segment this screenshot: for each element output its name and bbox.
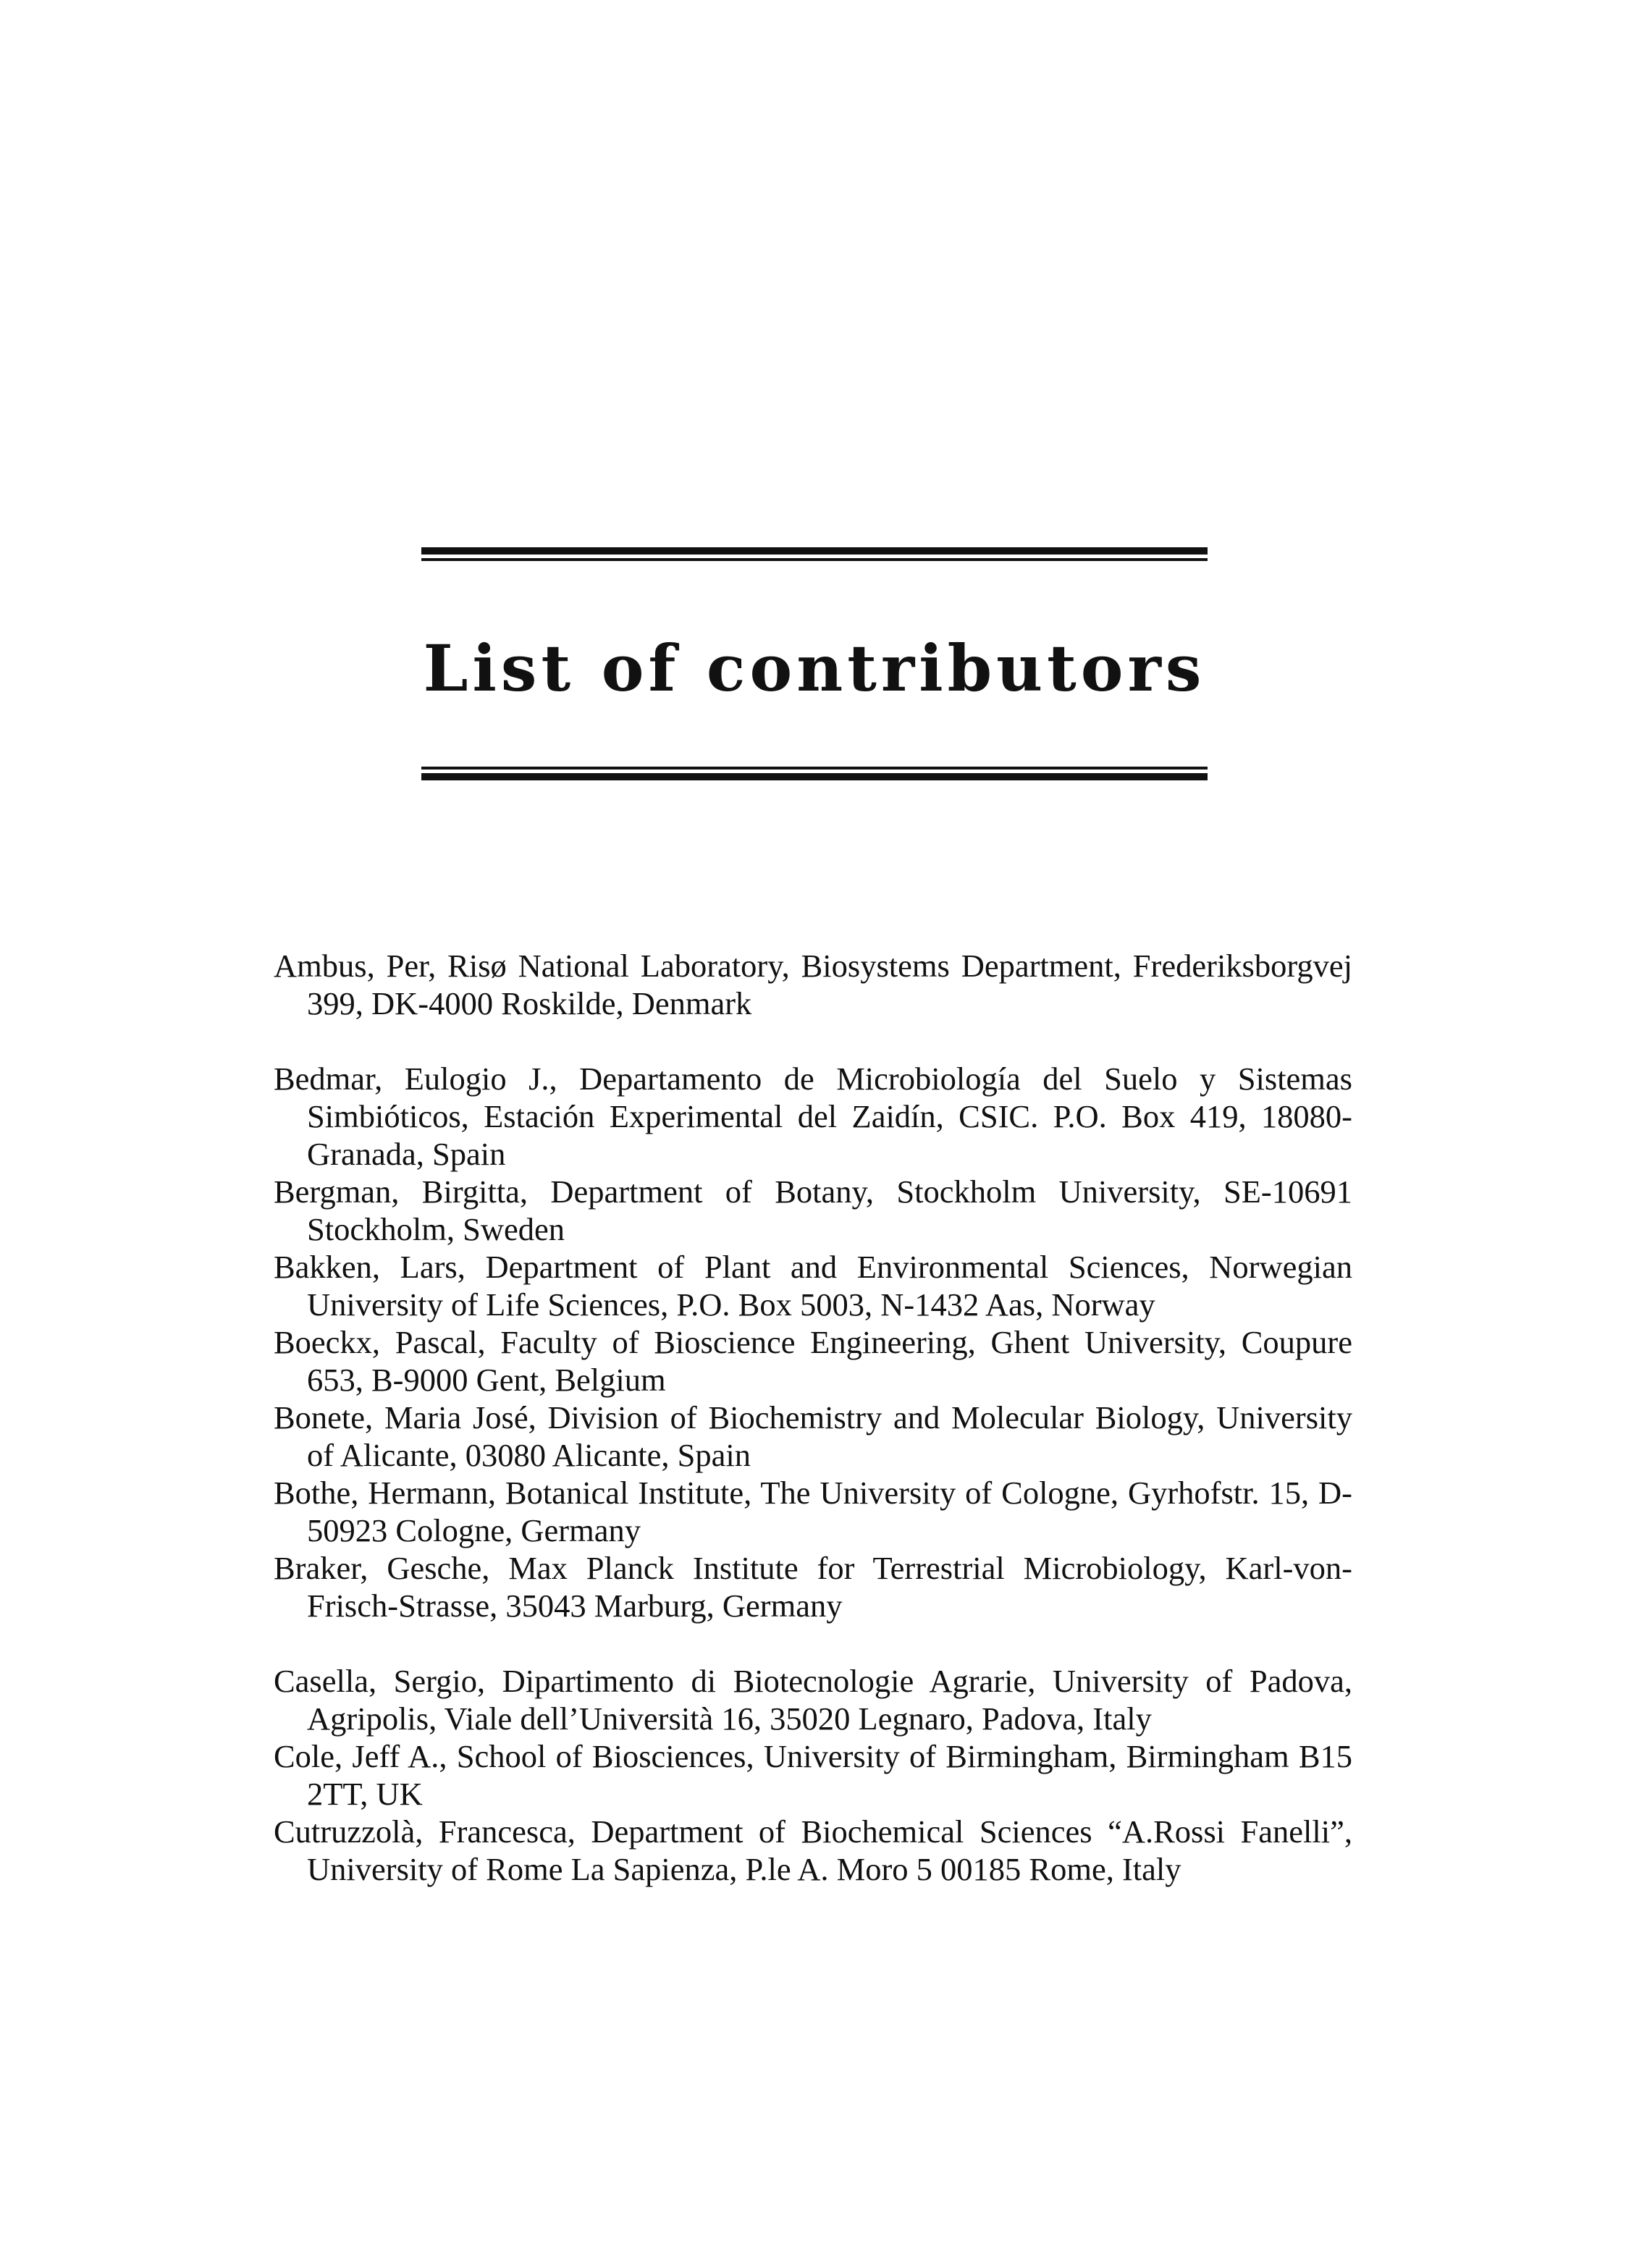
contributor-group-a xyxy=(274,947,1352,1022)
contributor-entry: Bonete, Maria José, Division of Biochemistry and Molecular Biology, University of Alicante, 03080 Alicante, Spain xyxy=(274,1399,1352,1473)
page-title: List of contributors xyxy=(423,631,1206,706)
contributor-entry: Bedmar, Eulogio J., Departamento de Microbiología del Suelo y Sistemas Simbióticos, Estación Experimental del Zaidín, CSIC. P.O. Box 419, 18080-Granada, Spain xyxy=(274,1061,1352,1172)
contributor-entry: Bergman, Birgitta, Department of Botany, Stockholm University, SE-10691 Stockholm, Sweden xyxy=(274,1173,1352,1247)
contributor-entry: Bothe, Hermann, Botanical Institute, The University of Cologne, Gyrhofstr. 15, D-50923 Cologne, Germany xyxy=(274,1475,1352,1548)
bottom-double-rule xyxy=(421,767,1208,780)
contributor-entry: Braker, Gesche, Max Planck Institute for Terrestrial Microbiology, Karl-von-Frisch-Strasse, 35043 Marburg, Germany xyxy=(274,1550,1352,1624)
contributor-entry: Cole, Jeff A., School of Biosciences, University of Birmingham, Birmingham B15 2TT, UK xyxy=(274,1738,1352,1812)
contributor-entry: Ambus, Per, Risø National Laboratory, Biosystems Department, Frederiksborgvej 399, DK-4000 Roskilde, Denmark xyxy=(274,948,1352,1021)
title-block xyxy=(421,547,1208,780)
top-double-rule xyxy=(421,547,1208,561)
contributor-entry: Boeckx, Pascal, Faculty of Bioscience Engineering, Ghent University, Coupure 653, B-9000 Gent, Belgium xyxy=(274,1324,1352,1398)
contributor-entry: Casella, Sergio, Dipartimento di Biotecnologie Agrarie, University of Padova, Agripolis, Viale dell’Università 16, 35020 Legnaro, Padova, Italy xyxy=(274,1663,1352,1737)
contributor-group-c xyxy=(274,1662,1352,1888)
contributor-list xyxy=(274,947,1352,1888)
contributor-group-b xyxy=(274,1060,1352,1624)
contributor-entry: Bakken, Lars, Department of Plant and Environmental Sciences, Norwegian University of Life Sciences, P.O. Box 5003, N-1432 Aas, Norway xyxy=(274,1249,1352,1323)
contributor-entry: Cutruzzolà, Francesca, Department of Biochemical Sciences “A.Rossi Fanelli”, University of Rome La Sapienza, P.le A. Moro 5 00185 Rome, Italy xyxy=(274,1813,1352,1887)
